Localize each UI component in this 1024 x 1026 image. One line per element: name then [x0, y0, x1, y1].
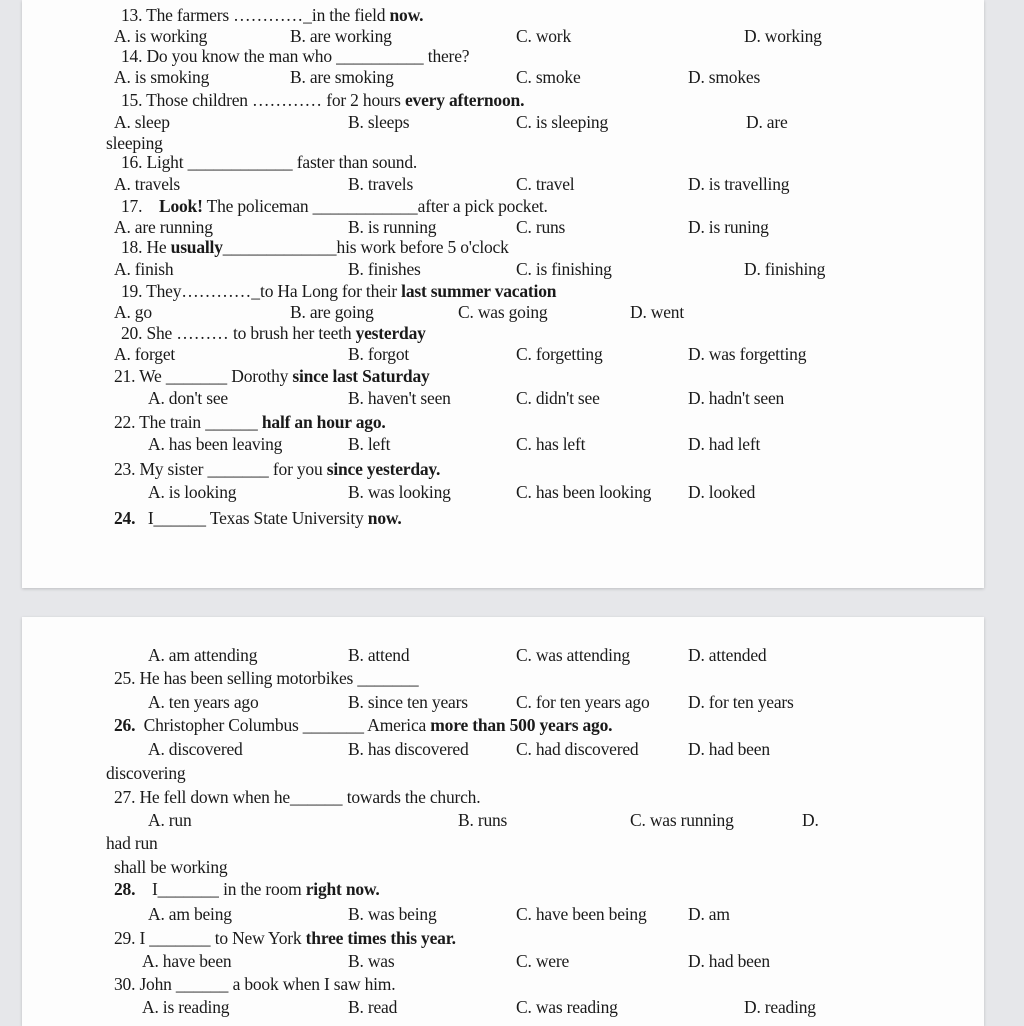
q14-option-c[interactable]: C. smoke: [516, 67, 581, 87]
q15-option-a[interactable]: A. sleep: [114, 112, 170, 132]
q23-option-b[interactable]: B. was looking: [348, 482, 451, 502]
q27-option-d[interactable]: D.: [802, 810, 819, 830]
q17-option-c[interactable]: C. runs: [516, 217, 566, 237]
q21-option-a[interactable]: A. don't see: [148, 388, 228, 408]
q25-option-d[interactable]: D. for ten years: [688, 692, 794, 712]
q28-option-b[interactable]: B. was being: [348, 904, 437, 924]
q19-option-c[interactable]: C. was going: [458, 302, 548, 322]
q17-option-d[interactable]: D. is runing: [688, 217, 769, 237]
q14-option-a[interactable]: A. is smoking: [114, 67, 210, 87]
q25-option-c[interactable]: C. for ten years ago: [516, 692, 650, 712]
q24-option-d[interactable]: D. attended: [688, 645, 767, 665]
question-19-stem: 19. They…………_to Ha Long for their last summer vacation: [121, 281, 557, 301]
q27-option-c[interactable]: C. was running: [630, 810, 734, 830]
q13-option-d[interactable]: D. working: [744, 26, 822, 46]
q20-option-c[interactable]: C. forgetting: [516, 344, 603, 364]
q15-option-c[interactable]: C. is sleeping: [516, 112, 608, 132]
q13-option-a[interactable]: A. is working: [114, 26, 208, 46]
q17-option-b[interactable]: B. is running: [348, 217, 437, 237]
q21-option-b[interactable]: B. haven't seen: [348, 388, 451, 408]
question-18-stem: 18. He usually_____________his work before 5 o'clock: [121, 237, 509, 257]
q18-option-d[interactable]: D. finishing: [744, 259, 826, 279]
q26-option-d-continued: discovering: [106, 763, 186, 783]
q27-option-d-continued: had run: [106, 833, 158, 853]
q23-option-a[interactable]: A. is looking: [148, 482, 237, 502]
q25-option-b[interactable]: B. since ten years: [348, 692, 468, 712]
question-15-stem: 15. Those children ………… for 2 hours every afternoon.: [121, 90, 525, 110]
q15-option-b[interactable]: B. sleeps: [348, 112, 410, 132]
question-22-stem: 22. The train ______ half an hour ago.: [114, 412, 386, 432]
q22-option-b[interactable]: B. left: [348, 434, 391, 454]
q23-option-d[interactable]: D. looked: [688, 482, 756, 502]
q18-option-b[interactable]: B. finishes: [348, 259, 421, 279]
q24-option-a[interactable]: A. am attending: [148, 645, 258, 665]
q30-option-c[interactable]: C. was reading: [516, 997, 618, 1017]
q28-option-d[interactable]: D. am: [688, 904, 730, 924]
q20-option-d[interactable]: D. was forgetting: [688, 344, 807, 364]
q19-option-b[interactable]: B. are going: [290, 302, 374, 322]
q13-option-b[interactable]: B. are working: [290, 26, 392, 46]
question-27-stem: 27. He fell down when he______ towards the church.: [114, 787, 481, 807]
worksheet-page-2: [22, 617, 984, 1026]
q14-option-b[interactable]: B. are smoking: [290, 67, 394, 87]
worksheet-page-1: [22, 0, 984, 588]
q21-option-d[interactable]: D. hadn't seen: [688, 388, 785, 408]
question-24-stem: 24. I______ Texas State University now.: [114, 508, 402, 528]
q16-option-a[interactable]: A. travels: [114, 174, 181, 194]
q29-option-d[interactable]: D. had been: [688, 951, 770, 971]
q16-option-d[interactable]: D. is travelling: [688, 174, 790, 194]
q15-option-d-continued: sleeping: [106, 133, 163, 153]
q16-option-c[interactable]: C. travel: [516, 174, 575, 194]
q29-option-a[interactable]: A. have been: [142, 951, 232, 971]
q16-option-b[interactable]: B. travels: [348, 174, 414, 194]
q22-option-c[interactable]: C. has left: [516, 434, 586, 454]
question-25-stem: 25. He has been selling motorbikes _______: [114, 668, 419, 688]
question-14-stem: 14. Do you know the man who __________ there?: [121, 46, 470, 66]
q29-option-c[interactable]: C. were: [516, 951, 570, 971]
q28-option-c[interactable]: C. have been being: [516, 904, 647, 924]
q20-option-a[interactable]: A. forget: [114, 344, 176, 364]
q30-option-b[interactable]: B. read: [348, 997, 398, 1017]
q26-option-b[interactable]: B. has discovered: [348, 739, 469, 759]
q27-option-a[interactable]: A. run: [148, 810, 192, 830]
question-28-stem: 28. I_______ in the room right now.: [114, 879, 380, 899]
q20-option-b[interactable]: B. forgot: [348, 344, 410, 364]
q30-option-d[interactable]: D. reading: [744, 997, 816, 1017]
question-23-stem: 23. My sister _______ for you since yesterday.: [114, 459, 441, 479]
q27-option-b[interactable]: B. runs: [458, 810, 508, 830]
question-13-stem: 13. The farmers …………_in the field now.: [121, 5, 424, 25]
question-29-stem: 29. I _______ to New York three times this year.: [114, 928, 456, 948]
q19-option-d[interactable]: D. went: [630, 302, 685, 322]
q15-option-d[interactable]: D. are: [746, 112, 788, 132]
question-17-stem: 17. Look! The policeman ____________after a pick pocket.: [121, 196, 548, 216]
q24-option-b[interactable]: B. attend: [348, 645, 410, 665]
q13-option-c[interactable]: C. work: [516, 26, 571, 46]
question-21-stem: 21. We _______ Dorothy since last Saturday: [114, 366, 430, 386]
q14-option-d[interactable]: D. smokes: [688, 67, 761, 87]
q23-option-c[interactable]: C. has been looking: [516, 482, 652, 502]
q28-option-a[interactable]: A. am being: [148, 904, 232, 924]
q17-option-a[interactable]: A. are running: [114, 217, 213, 237]
question-20-stem: 20. She ……… to brush her teeth yesterday: [121, 323, 426, 343]
q22-option-a[interactable]: A. has been leaving: [148, 434, 283, 454]
q26-option-d[interactable]: D. had been: [688, 739, 770, 759]
q26-option-a[interactable]: A. discovered: [148, 739, 243, 759]
question-16-stem: 16. Light ____________ faster than sound.: [121, 152, 418, 172]
q25-option-a[interactable]: A. ten years ago: [148, 692, 259, 712]
stray-text-line: shall be working: [114, 857, 228, 877]
q21-option-c[interactable]: C. didn't see: [516, 388, 600, 408]
q18-option-a[interactable]: A. finish: [114, 259, 174, 279]
question-26-stem: 26. Christopher Columbus _______ America more than 500 years ago.: [114, 715, 613, 735]
q18-option-c[interactable]: C. is finishing: [516, 259, 612, 279]
q22-option-d[interactable]: D. had left: [688, 434, 761, 454]
q24-option-c[interactable]: C. was attending: [516, 645, 630, 665]
q30-option-a[interactable]: A. is reading: [142, 997, 230, 1017]
question-30-stem: 30. John ______ a book when I saw him.: [114, 974, 396, 994]
q19-option-a[interactable]: A. go: [114, 302, 152, 322]
q29-option-b[interactable]: B. was: [348, 951, 395, 971]
q26-option-c[interactable]: C. had discovered: [516, 739, 639, 759]
